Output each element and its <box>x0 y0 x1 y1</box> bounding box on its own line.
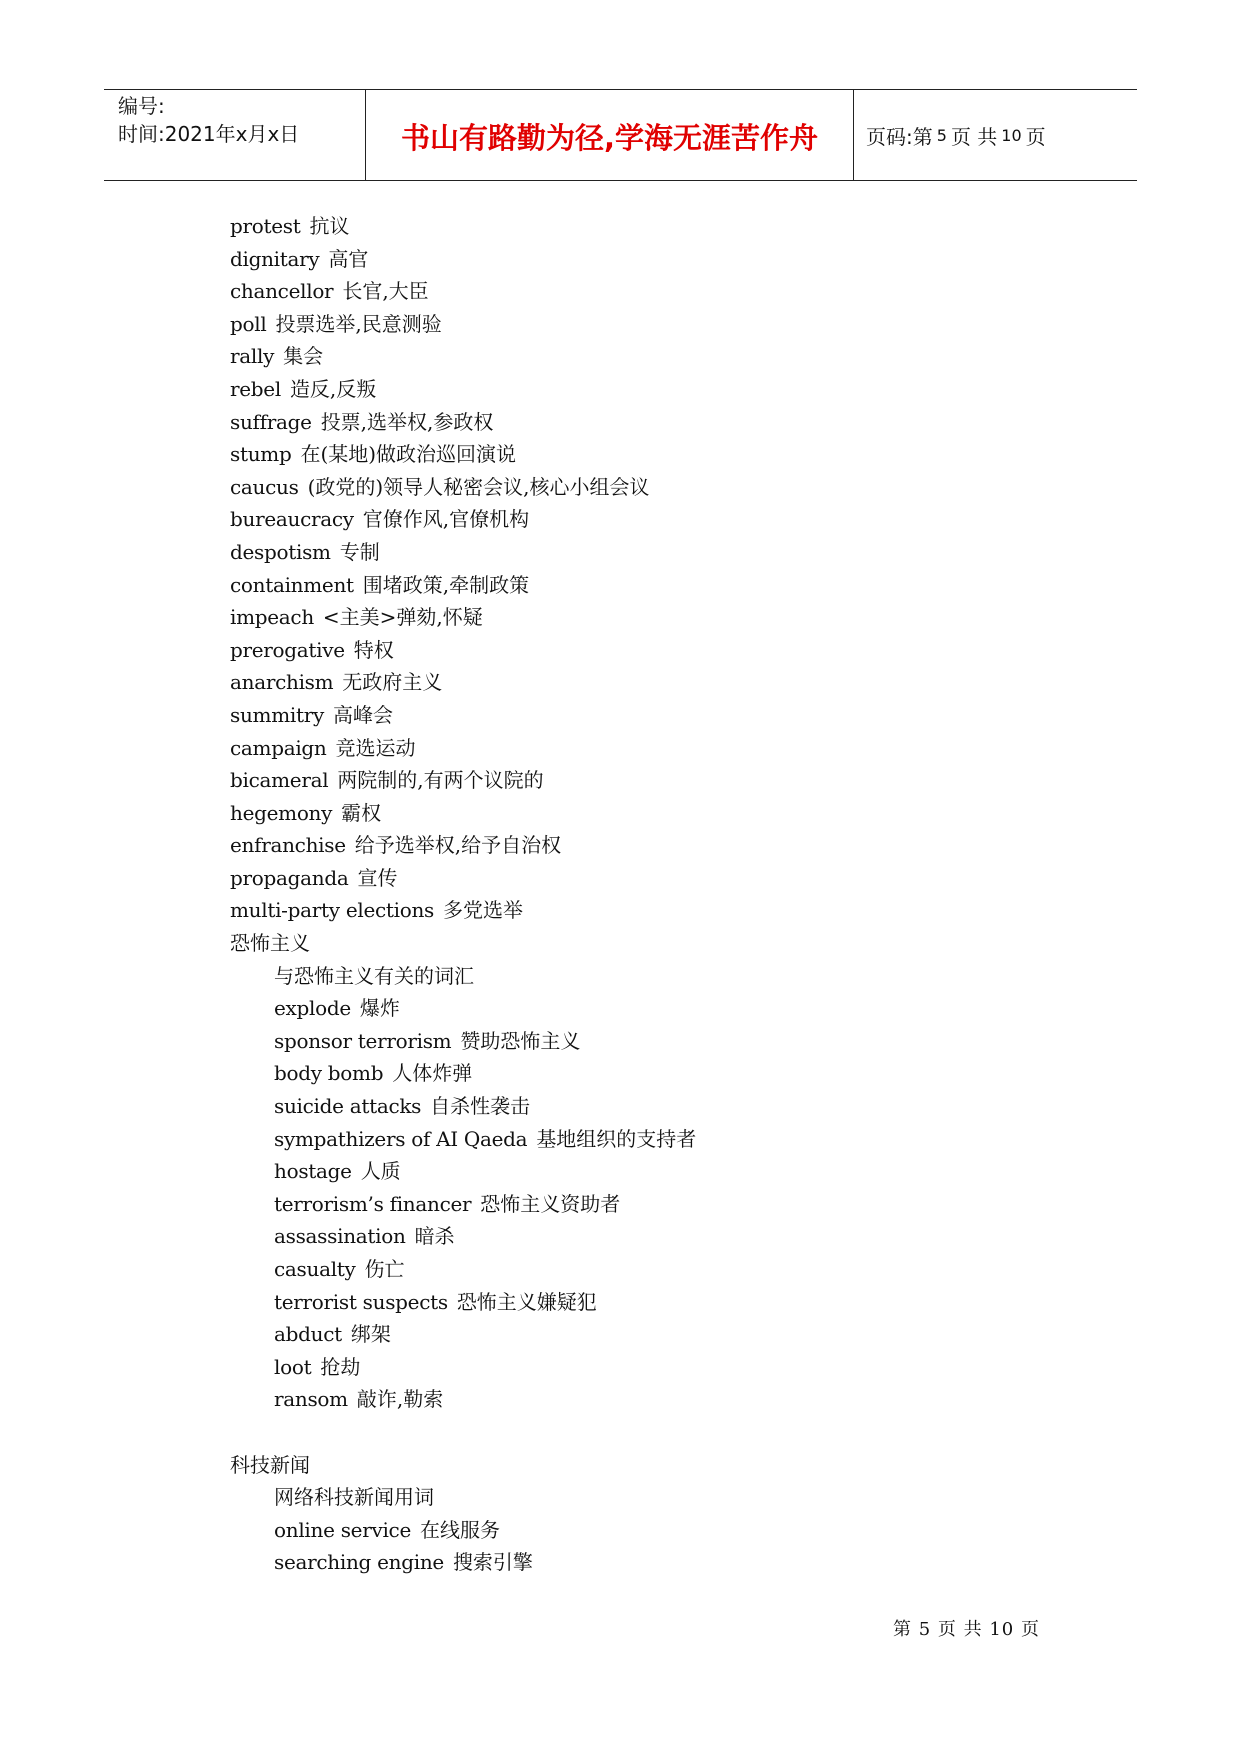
vocab-term: impeach <box>230 605 314 630</box>
vocab-term: despotism <box>230 539 331 564</box>
vocab-entry <box>230 634 1130 667</box>
vocab-term: rally <box>230 344 275 369</box>
vocab-translation: 恐怖主义资助者 <box>480 1191 621 1216</box>
vocab-term: prerogative <box>230 637 345 662</box>
vocab-translation: 高峰会 <box>332 702 393 727</box>
vocab-term: sympathizers of AI Qaeda <box>274 1126 528 1151</box>
vocab-term: enfranchise <box>230 833 346 858</box>
vocab-term: loot <box>274 1354 312 1379</box>
vocab-term: assassination <box>274 1224 406 1249</box>
vocabulary-list <box>230 210 1130 1579</box>
vocab-translation: 官僚作风,官僚机构 <box>362 507 530 532</box>
vocab-translation: 伤亡 <box>364 1257 405 1281</box>
vocab-entry <box>230 308 1130 341</box>
vocab-term: propaganda <box>230 865 349 890</box>
vocab-term: campaign <box>230 735 327 760</box>
vocab-translation: 在线服务 <box>419 1517 500 1542</box>
vocab-translation: 集会 <box>283 344 324 369</box>
vocab-entry <box>230 1188 1130 1221</box>
vocab-term: terrorist suspects <box>274 1289 448 1314</box>
document-header <box>104 89 1137 181</box>
vocab-translation: 无政府主义 <box>342 670 443 695</box>
vocab-entry <box>230 1383 1130 1416</box>
vocab-term: multi-party elections <box>230 898 435 923</box>
vocab-translation: 高官 <box>328 246 369 271</box>
page-label: 页码:第 <box>866 124 933 149</box>
vocab-entry <box>230 764 1130 797</box>
terrorism-entries <box>230 992 1130 1416</box>
vocab-term: rebel <box>230 376 281 401</box>
vocab-term: online service <box>274 1517 411 1542</box>
vocab-term: stump <box>230 442 292 467</box>
vocab-entry <box>230 536 1130 569</box>
vocab-entry <box>230 601 1130 634</box>
vocab-term: terrorism’s financer <box>274 1191 472 1216</box>
vocab-entry <box>230 1351 1130 1384</box>
vocab-translation: 宣传 <box>357 865 398 890</box>
vocab-translation: (政党的)领导人秘密会议,核心小组会议 <box>307 474 650 499</box>
vocab-term: suicide attacks <box>274 1094 422 1119</box>
vocab-entry <box>230 699 1130 732</box>
vocab-entry <box>230 1155 1130 1188</box>
page-mid: 页 共 <box>950 124 998 149</box>
vocab-entry <box>230 373 1130 406</box>
vocab-entry <box>230 275 1130 308</box>
vocab-term: sponsor terrorism <box>274 1028 452 1053</box>
vocab-term: containment <box>230 572 354 597</box>
vocab-term: bicameral <box>230 768 329 793</box>
vocab-translation: 给予选举权,给予自治权 <box>354 833 562 858</box>
vocab-term: body bomb <box>274 1061 384 1086</box>
header-page-info <box>854 90 1137 180</box>
vocab-entry <box>230 340 1130 373</box>
vocab-entry <box>230 732 1130 765</box>
header-meta <box>104 90 366 180</box>
vocab-term: ransom <box>274 1387 348 1412</box>
vocab-entry <box>230 1286 1130 1319</box>
vocab-entry <box>230 1057 1130 1090</box>
vocab-term: summitry <box>230 702 324 727</box>
vocab-translation: 两院制的,有两个议院的 <box>337 768 544 793</box>
vocab-translation: 围堵政策,牵制政策 <box>362 572 530 597</box>
vocab-translation: 长官,大臣 <box>342 279 429 304</box>
vocab-term: suffrage <box>230 409 312 434</box>
politics-entries <box>230 210 1130 927</box>
number-label: 编号: <box>118 94 165 118</box>
terrorism-heading: 恐怖主义 <box>230 931 310 956</box>
vocab-entry <box>230 1318 1130 1351</box>
vocab-term: protest <box>230 214 301 238</box>
terrorism-subheading: 与恐怖主义有关的词汇 <box>274 963 474 988</box>
vocab-entry <box>230 797 1130 830</box>
vocab-translation: 敲诈,勒索 <box>356 1387 444 1412</box>
tech-entries <box>230 1514 1130 1579</box>
page-total: 10 <box>1001 125 1022 145</box>
vocab-translation: 恐怖主义嫌疑犯 <box>456 1289 597 1314</box>
time-label: 时间:2021年x月x日 <box>118 122 300 146</box>
vocab-term: poll <box>230 311 267 336</box>
vocab-translation: 人质 <box>360 1159 401 1184</box>
vocab-term: chancellor <box>230 279 334 304</box>
vocab-translation: <主美>弹劾,怀疑 <box>322 605 483 630</box>
vocab-translation: 多党选举 <box>443 898 524 923</box>
section-gap <box>230 1416 1130 1449</box>
vocab-translation: 人体炸弹 <box>392 1061 473 1086</box>
vocab-entry <box>230 1123 1130 1156</box>
vocab-entry <box>230 438 1130 471</box>
vocab-translation: 竞选运动 <box>335 735 416 760</box>
vocab-translation: 赞助恐怖主义 <box>460 1028 581 1053</box>
vocab-entry <box>230 210 1130 243</box>
vocab-entry <box>230 1546 1130 1579</box>
vocab-translation: 造反,反叛 <box>289 376 377 401</box>
header-motto: 书山有路勤为径,学海无涯苦作舟 <box>366 90 854 180</box>
vocab-translation: 投票选举,民意测验 <box>275 311 442 336</box>
vocab-entry <box>230 471 1130 504</box>
vocab-translation: 在(某地)做政治巡回演说 <box>300 442 517 467</box>
vocab-entry <box>230 1514 1130 1547</box>
vocab-entry <box>230 992 1130 1025</box>
vocab-entry <box>230 894 1130 927</box>
page-footer: 第 5 页 共 10 页 <box>893 1619 1040 1640</box>
vocab-translation: 抢劫 <box>320 1354 361 1379</box>
vocab-entry <box>230 243 1130 276</box>
vocab-translation: 抗议 <box>309 214 350 238</box>
vocab-term: explode <box>274 996 351 1021</box>
vocab-entry <box>230 1220 1130 1253</box>
tech-heading: 科技新闻 <box>230 1452 310 1477</box>
vocab-entry <box>230 406 1130 439</box>
vocab-term: abduct <box>274 1322 342 1347</box>
vocab-term: searching engine <box>274 1550 444 1575</box>
vocab-entry <box>230 862 1130 895</box>
page-end: 页 <box>1025 124 1046 149</box>
vocab-entry <box>230 503 1130 536</box>
vocab-entry <box>230 666 1130 699</box>
vocab-term: anarchism <box>230 670 334 695</box>
vocab-term: hostage <box>274 1159 352 1184</box>
vocab-translation: 霸权 <box>341 800 382 825</box>
vocab-translation: 爆炸 <box>359 996 400 1021</box>
vocab-translation: 基地组织的支持者 <box>536 1126 697 1151</box>
vocab-entry <box>230 569 1130 602</box>
vocab-translation: 自杀性袭击 <box>430 1094 531 1119</box>
page-current: 5 <box>936 125 947 145</box>
vocab-entry <box>230 1253 1130 1286</box>
vocab-entry <box>230 829 1130 862</box>
vocab-translation: 特权 <box>353 637 394 662</box>
vocab-term: hegemony <box>230 800 333 825</box>
vocab-term: dignitary <box>230 246 320 271</box>
vocab-entry <box>230 1090 1130 1123</box>
vocab-translation: 投票,选举权,参政权 <box>320 409 494 434</box>
tech-subheading: 网络科技新闻用词 <box>274 1485 434 1510</box>
vocab-translation: 专制 <box>339 539 380 564</box>
vocab-entry <box>230 1025 1130 1058</box>
vocab-term: caucus <box>230 474 299 499</box>
vocab-translation: 搜索引擎 <box>452 1550 533 1575</box>
vocab-term: bureaucracy <box>230 507 354 532</box>
vocab-translation: 绑架 <box>350 1322 391 1347</box>
vocab-translation: 暗杀 <box>414 1224 455 1249</box>
vocab-term: casualty <box>274 1257 356 1281</box>
